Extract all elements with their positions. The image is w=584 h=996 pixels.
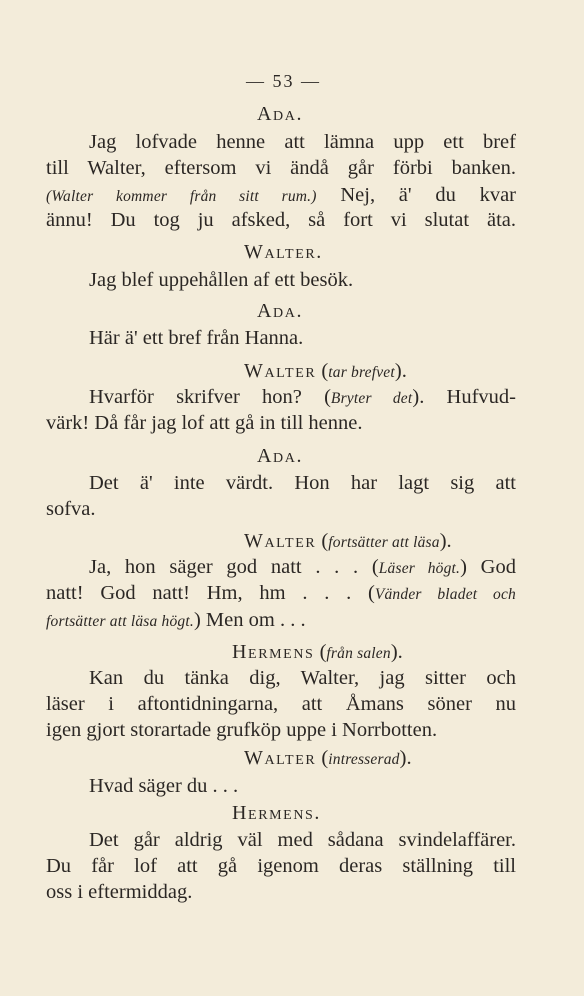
speaker-heading [232,639,403,667]
speaker-name: Walter [244,747,317,769]
speaker-heading [257,443,303,469]
text-span: igen gjort storartade grufköp uppe i Norrbotten. [46,719,438,741]
speaker-heading [232,800,321,826]
text-span: ( [316,747,329,769]
speaker-name: Ada. [257,103,304,125]
speaker-name: Hermens [232,641,315,663]
dialogue-line [46,879,192,905]
text-span: Hvad säger du . . . [89,775,239,797]
text-span: ) Men om . . . [193,609,306,631]
dialogue-line [89,129,516,155]
dialogue-line [89,554,516,582]
dialogue-line [46,853,516,879]
text-span: oss i eftermiddag. [46,881,193,903]
stage-direction: Bryter det [330,390,413,407]
speaker-heading [244,239,323,265]
dialogue-line [89,773,238,799]
text-span: värk! Då får jag lof att gå in till henne. [46,412,363,434]
dialogue-line [89,384,516,412]
text-span: till Walter, eftersom vi ändå går förbi banken. [46,157,516,179]
text-span: sofva. [46,498,96,520]
text-span: ). [439,530,452,552]
text-span: Här ä' ett bref från Hanna. [89,327,304,349]
speaker-heading [244,528,452,556]
speaker-name: Hermens. [232,802,322,824]
text-span: ). [399,747,412,769]
text-span: Jag blef uppehållen af ett besök. [89,269,354,291]
dialogue-line [46,410,516,436]
dialogue-line [89,665,516,691]
speaker-heading [257,101,303,127]
text-span: Kan du tänka dig, Walter, jag sitter och [89,667,516,689]
dialogue-line [46,580,516,608]
dialogue-line [46,207,516,233]
dialogue-line [46,607,306,635]
dialogue-line [89,827,516,853]
dialogue-line [89,325,303,351]
dialogue-line [46,691,516,717]
stage-direction: fortsätter att läsa högt. [46,613,194,630]
text-span: ( [316,530,329,552]
dialogue-line [46,182,516,210]
text-span: Det går aldrig väl med sådana svindelaffärer. [89,829,516,851]
text-span: Jag lofvade henne att lämna upp ett bref [89,131,516,153]
text-span: ( [316,360,329,382]
dialogue-line [46,155,516,181]
dialogue-line [89,267,353,293]
dialogue-line [46,496,96,522]
text-span: ). [390,641,403,663]
stage-direction: tar brefvet [328,364,395,381]
stage-direction: Vänder bladet och [374,586,516,603]
text-span: natt! God natt! Hm, hm . . . ( [46,582,375,604]
text-span: ( [314,641,327,663]
text-span: ). [394,360,407,382]
speaker-heading [244,358,407,386]
stage-direction: (Walter kommer från sitt rum.) [46,188,317,205]
text-span: läser i aftontidningarna, att Åmans söner nu [46,693,516,715]
text-span: Nej, ä' du kvar [316,184,516,206]
stage-direction: intresserad [328,751,400,768]
stage-direction: Läser högt. [378,560,461,577]
text-span: ). Hufvud- [412,386,516,408]
text-span: Hvarför skrifver hon? ( [89,386,331,408]
speaker-heading [257,298,303,324]
text-span: Ja, hon säger god natt . . . ( [89,556,379,578]
speaker-name: Ada. [257,300,304,322]
page-number: — 53 — [246,71,321,91]
speaker-name: Ada. [257,445,304,467]
stage-direction: från salen [326,645,391,662]
speaker-name: Walter [244,360,317,382]
speaker-name: Walter [244,530,317,552]
text-span: Det ä' inte värdt. Hon har lagt sig att [89,472,516,494]
dialogue-line [46,717,516,743]
text-span: ) God [460,556,516,578]
text-span: Du får lof att gå igenom deras ställning till [46,855,516,877]
speaker-name: Walter. [244,241,323,263]
speaker-heading [244,745,412,773]
stage-direction: fortsätter att läsa [328,534,440,551]
dialogue-line [89,470,516,496]
text-span: ännu! Du tog ju afsked, så fort vi slutat äta. [46,209,516,231]
